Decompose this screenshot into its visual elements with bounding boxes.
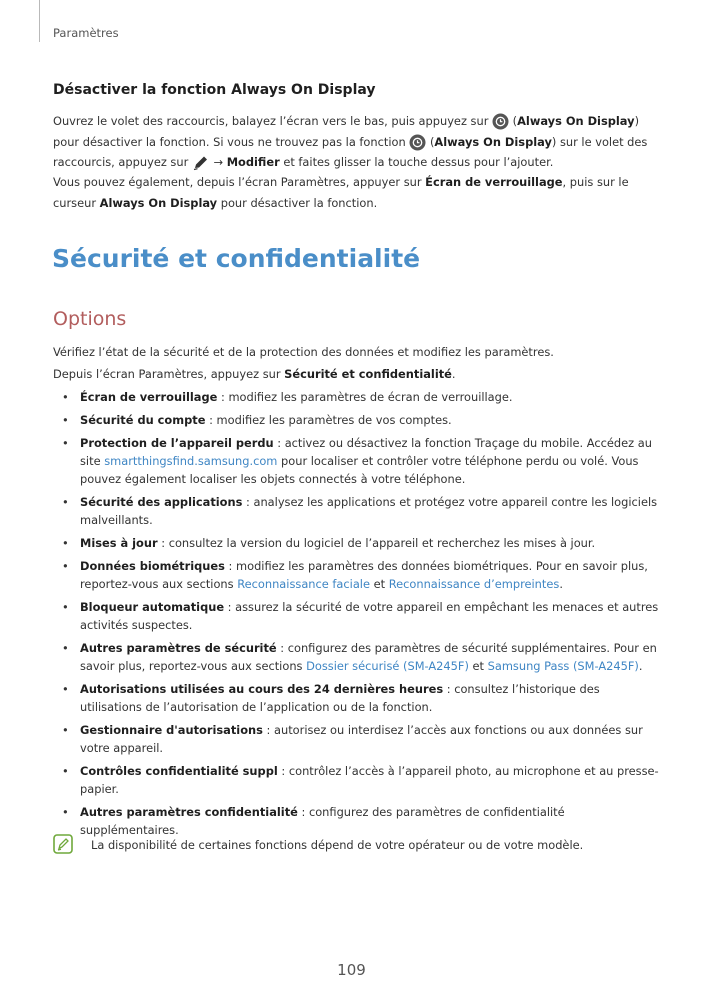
aod-p2-text-3: pour désactiver la fonction. xyxy=(220,195,378,210)
option-name: Autorisations utilisées au cours des 24 dernières heures xyxy=(80,682,444,696)
header-rule xyxy=(39,0,40,42)
aod-heading: Désactiver la fonction Always On Display xyxy=(53,82,376,98)
option-name: Données biométriques xyxy=(80,559,225,573)
option-description: : contrôlez l’accès à l’appareil photo, au microphone et au presse-papier. xyxy=(80,764,659,796)
options-heading: Options xyxy=(53,308,127,330)
aod-p1-bold-1: Always On Display xyxy=(517,114,635,128)
aod-p2-text-1: Vous pouvez également, depuis l’écran Paramètres, appuyer sur xyxy=(53,175,422,189)
options-list-item xyxy=(53,721,663,757)
option-name: Sécurité du compte xyxy=(80,413,206,427)
bullet: • xyxy=(62,723,69,737)
option-description: : consultez la version du logiciel de l’appareil et recherchez les mises à jour. xyxy=(157,536,596,550)
aod-p1-text-1: Ouvrez le volet des raccourcis, balayez l’écran vers le bas, puis appuyez sur xyxy=(53,114,489,128)
aod-p1-bold-3: Modifier xyxy=(226,155,280,169)
aod-p1-bold-2: Always On Display xyxy=(434,134,552,149)
option-name: Autres paramètres de sécurité xyxy=(80,641,277,655)
bullet: • xyxy=(62,413,69,427)
clock-icon xyxy=(409,134,426,151)
option-description: : analysez les applications et protégez votre appareil contre les logiciels malveillants. xyxy=(80,495,658,527)
options-path xyxy=(53,364,653,385)
bullet: • xyxy=(62,600,69,614)
clock-icon xyxy=(492,113,509,130)
option-link[interactable]: Dossier sécurisé (SM-A245F) xyxy=(306,659,469,673)
options-list xyxy=(53,388,663,844)
option-description: . xyxy=(559,577,563,591)
options-list-item xyxy=(53,434,663,488)
bullet: • xyxy=(62,805,69,819)
option-description: : modifiez les paramètres des données biométriques. Pour en savoir plus, reportez-vous aux sections xyxy=(80,559,648,591)
option-description: : activez ou désactivez la fonction Traçage du mobile. Accédez au site xyxy=(80,436,652,468)
option-name: Contrôles confidentialité suppl xyxy=(80,764,278,778)
options-path-end: . xyxy=(451,367,456,381)
option-name: Écran de verrouillage xyxy=(80,390,218,404)
option-name: Gestionnaire d'autorisations xyxy=(80,723,263,737)
option-description: : configurez des paramètres de sécurité supplémentaires. Pour en savoir plus, reportez-vous aux sections xyxy=(80,641,657,673)
options-path-bold: Sécurité et confidentialité xyxy=(284,367,452,381)
running-header: Paramètres xyxy=(53,26,119,40)
option-link[interactable]: Reconnaissance d’empreintes xyxy=(388,577,560,591)
arrow-glyph: → xyxy=(213,155,224,169)
option-name: Mises à jour xyxy=(80,536,158,550)
aod-p2-bold-1: Écran de verrouillage xyxy=(425,175,563,189)
page-number: 109 xyxy=(337,961,366,979)
options-list-item xyxy=(53,803,663,839)
bullet: • xyxy=(62,495,69,509)
options-list-item xyxy=(53,411,663,429)
option-description: : consultez l’historique des utilisations de l’autorisation de l’application ou de la fonction. xyxy=(80,682,600,714)
options-list-item xyxy=(53,388,663,406)
note-icon xyxy=(53,834,73,854)
aod-p1-text-2: ) pour désactiver la fonction. Si vous ne trouvez pas la fonction xyxy=(53,114,640,149)
option-name: Bloqueur automatique xyxy=(80,600,225,614)
bullet: • xyxy=(62,764,69,778)
bullet: • xyxy=(62,641,69,655)
section-title: Sécurité et confidentialité xyxy=(52,244,421,273)
options-list-item xyxy=(53,639,663,675)
option-link[interactable]: Reconnaissance faciale xyxy=(237,577,370,591)
pencil-icon xyxy=(192,155,210,171)
aod-paragraph-2 xyxy=(53,172,653,213)
option-link[interactable]: Samsung Pass (SM-A245F) xyxy=(487,659,639,673)
options-list-item xyxy=(53,680,663,716)
aod-p1-text-4: et faites glisser la touche dessus pour l’ajouter. xyxy=(283,155,554,169)
option-description: . xyxy=(638,659,643,673)
option-description: pour localiser et contrôler votre téléphone perdu ou volé. Vous pouvez également localiser les objets connectés à votre téléphone. xyxy=(80,454,639,486)
options-path-text: Depuis l’écran Paramètres, appuyez sur xyxy=(53,367,281,381)
aod-p2-bold-2: Always On Display xyxy=(99,195,218,210)
options-list-item xyxy=(53,598,663,634)
option-link[interactable]: smartthingsfind.samsung.com xyxy=(104,454,278,468)
option-description: : modifiez les paramètres de écran de verrouillage. xyxy=(217,390,513,404)
option-description: : autorisez ou interdisez l’accès aux fonctions ou aux données sur votre appareil. xyxy=(80,723,643,755)
option-name: Autres paramètres confidentialité xyxy=(80,805,298,819)
options-intro: Vérifiez l’état de la sécurité et de la protection des données et modifiez les paramètres. xyxy=(53,345,554,359)
option-name: Protection de l’appareil perdu xyxy=(80,436,274,450)
options-list-item xyxy=(53,493,663,529)
option-description: et xyxy=(468,659,488,673)
aod-paragraph-1: Ouvrez le volet des raccourcis, balayez l’écran vers le bas, puis appuyez sur (Always On Display) pour désactiver la fonction. Si vous ne trouvez pas la fonction (Always On Display) sur le volet des raccourcis, appuyez sur → Modifier et faites glisser la touche dessus pour l’ajouter. xyxy=(53,114,648,169)
bullet: • xyxy=(62,682,69,696)
bullet: • xyxy=(62,436,69,450)
bullet: • xyxy=(62,390,69,404)
options-list-item xyxy=(53,534,663,552)
option-description: et xyxy=(369,577,389,591)
note-text: La disponibilité de certaines fonctions dépend de votre opérateur ou de votre modèle. xyxy=(91,838,584,852)
options-list-item xyxy=(53,557,663,593)
aod-p2-text-2: , puis sur le curseur xyxy=(53,175,629,210)
option-description: : configurez des paramètres de confidentialité supplémentaires. xyxy=(80,805,565,837)
option-description: : assurez la sécurité de votre appareil en empêchant les menaces et autres activités suspectes. xyxy=(80,600,659,632)
option-description: : modifiez les paramètres de vos comptes. xyxy=(205,413,452,427)
bullet: • xyxy=(62,559,69,573)
bullet: • xyxy=(62,536,69,550)
aod-p1-text-3: ) sur le volet des raccourcis, appuyez sur xyxy=(53,134,648,169)
option-name: Sécurité des applications xyxy=(80,495,243,509)
options-list-item xyxy=(53,762,663,798)
